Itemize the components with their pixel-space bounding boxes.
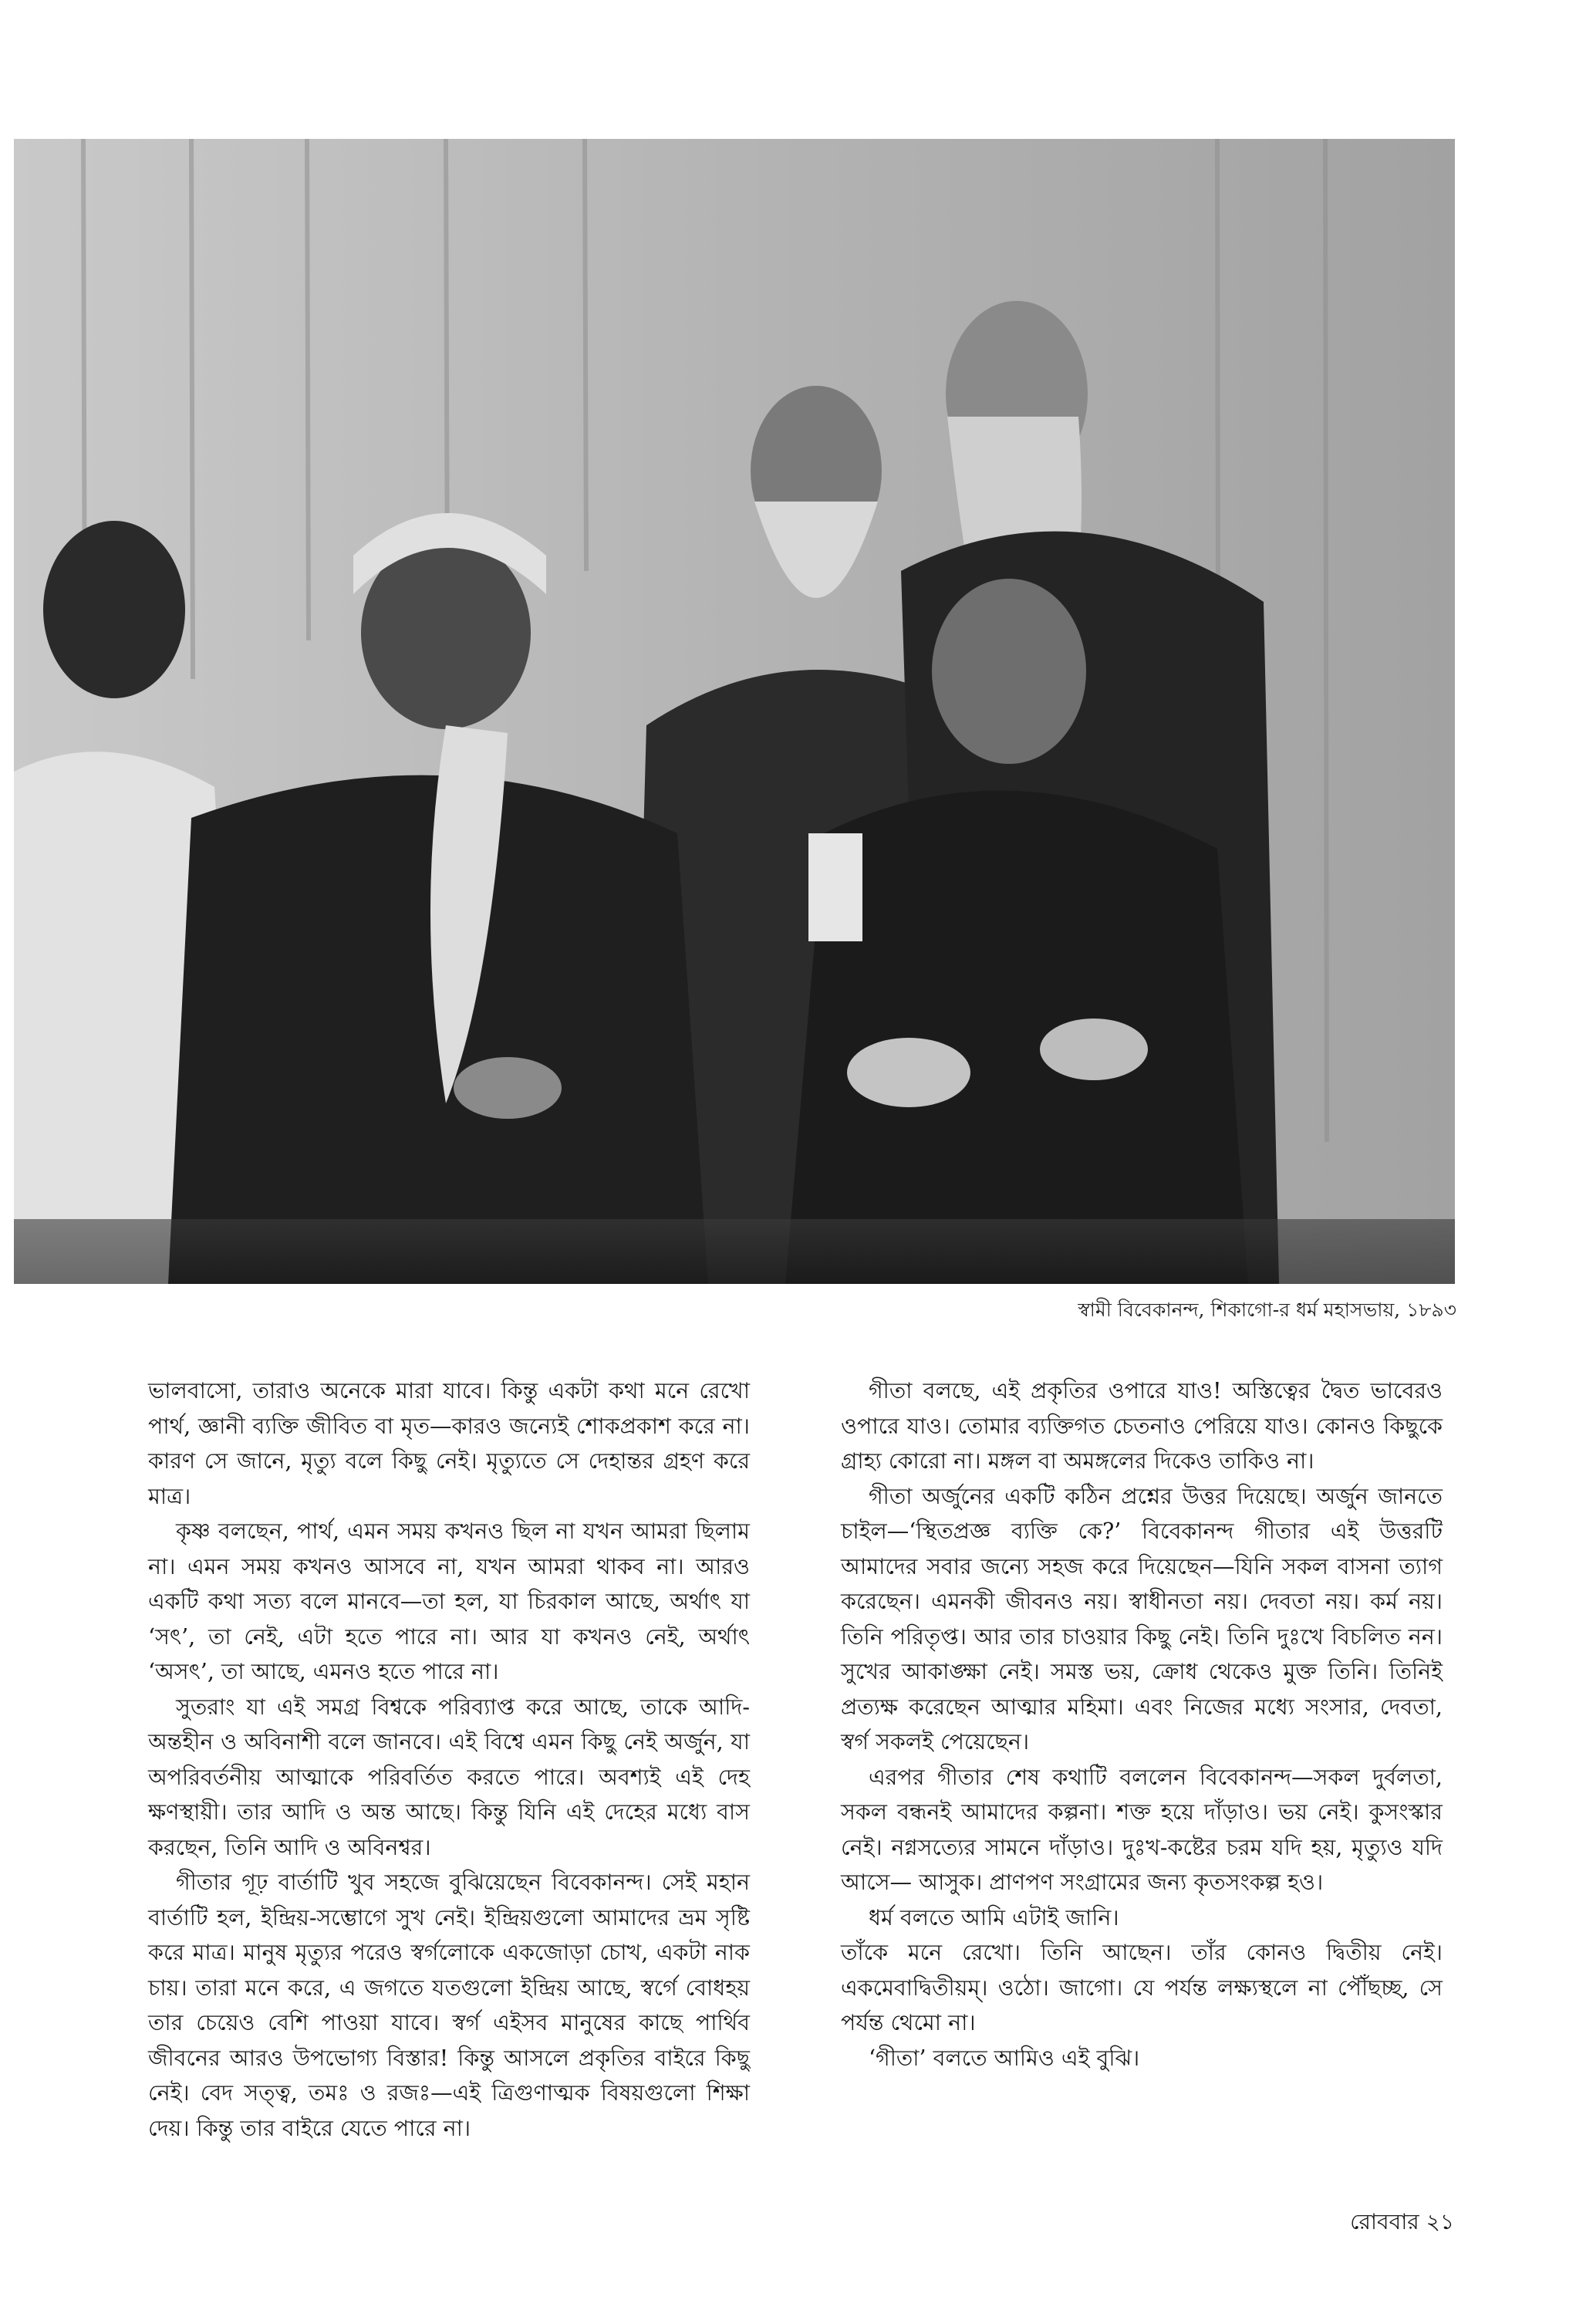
article-column-right — [841, 1373, 1443, 2076]
paragraph: সুতরাং যা এই সমগ্র বিশ্বকে পরিব্যাপ্ত করে আছে, তাকে আদি-অন্তহীন ও অবিনাশী বলে জানবে। এই বিশ্বে এমন কিছু নেই অর্জুন, যা অপরিবর্তনীয় আত্মাকে পরিবর্তিত করতে পারে। অবশ্যই এই দেহ ক্ষণস্থায়ী। তার আদি ও অন্ত আছে। কিন্তু যিনি এই দেহের মধ্যে বাস করছেন, তিনি আদি ও অবিনশ্বর। — [148, 1694, 750, 1860]
paragraph: ‘গীতা’ বলতে আমিও এই বুঝি। — [869, 2045, 1140, 2071]
paragraph: ধর্ম বলতে আমি এটাই জানি। — [869, 1904, 1119, 1930]
group-photograph — [14, 139, 1455, 1284]
paragraph: গীতা অর্জুনের একটি কঠিন প্রশ্নের উত্তর দিয়েছে। অর্জুন জানতে চাইল—‘স্থিতপ্রজ্ঞ ব্যক্তি কে?’ বিবেকানন্দ গীতার এই উত্তরটি আমাদের সবার জন্যে সহজ করে দিয়েছেন—যিনি সকল বাসনা ত্যাগ করেছেন। এমনকী জীবনও নয়। স্বাধীনতা নয়। দেবতা নয়। কর্ম নয়। তিনি পরিতৃপ্ত। আর তার চাওয়ার কিছু নেই। তিনি দুঃখে বিচলিত নন। সুখের আকাঙ্ক্ষা নেই। সমস্ত ভয়, ক্রোধ থেকেও মুক্ত তিনি। তিনিই প্রত্যক্ষ করেছেন আত্মার মহিমা। এবং নিজের মধ্যে সংসার, দেবতা, স্বর্গ সকলই পেয়েছেন। — [841, 1483, 1443, 1755]
paragraph: গীতার গূঢ় বার্তাটি খুব সহজে বুঝিয়েছেন বিবেকানন্দ। সেই মহান বার্তাটি হল, ইন্দ্রিয়-সম্ভোগে সুখ নেই। ইন্দ্রিয়গুলো আমাদের ভ্রম সৃষ্টি করে মাত্র। মানুষ মৃত্যুর পরেও স্বর্গলোকে একজোড়া চোখ, একটা নাক চায়। তারা মনে করে, এ জগতে যতগুলো ইন্দ্রিয় আছে, স্বর্গে বোধহয় তার চেয়েও বেশি পাওয়া যাবে। স্বর্গ এইসব মানুষের কাছে পার্থিব জীবনের আরও উপভোগ্য বিস্তার! কিন্তু আসলে প্রকৃতির বাইরে কিছু নেই। বেদ সত্ত্ব, তমঃ ও রজঃ—এই ত্রিগুণাত্মক বিষয়গুলো শিক্ষা দেয়। কিন্তু তার বাইরে যেতে পারে না। — [148, 1870, 750, 2141]
paragraph: এরপর গীতার শেষ কথাটি বললেন বিবেকানন্দ—সকল দুর্বলতা, সকল বন্ধনই আমাদের কল্পনা। শক্ত হয়ে দাঁড়াও। ভয় নেই। কুসংস্কার নেই। নগ্নসত্যের সামনে দাঁড়াও। দুঃখ-কষ্টের চরম যদি হয়, মৃত্যুও যদি আসে— আসুক। প্রাণপণ সংগ্রামের জন্য কৃতসংকল্প হও। — [841, 1764, 1443, 1895]
paragraph: কৃষ্ণ বলছেন, পার্থ, এমন সময় কখনও ছিল না যখন আমরা ছিলাম না। এমন সময় কখনও আসবে না, যখন আমরা থাকব না। আরও একটি কথা সত্য বলে মানবে—তা হল, যা চিরকাল আছে, অর্থাৎ যা ‘সৎ’, তা নেই, এটা হতে পারে না। আর যা কখনও নেই, অর্থাৎ ‘অসৎ’, তা আছে, এমনও হতে পারে না। — [148, 1518, 750, 1684]
paragraph: গীতা বলছে, এই প্রকৃতির ওপারে যাও! অস্তিত্বের দ্বৈত ভাবেরও ওপারে যাও। তোমার ব্যক্তিগত চেতনাও পেরিয়ে যাও। কোনও কিছুকে গ্রাহ্য কোরো না। মঙ্গল বা অমঙ্গলের দিকেও তাকিও না। — [841, 1378, 1443, 1474]
photo-caption: স্বামী বিবেকানন্দ, শিকাগো-র ধর্ম মহাসভায়, ১৮৯৩ — [1078, 1299, 1456, 1321]
page-folio: রোববার ২১ — [1350, 2209, 1454, 2234]
paragraph: ভালবাসো, তারাও অনেকে মারা যাবে। কিন্তু একটা কথা মনে রেখো পার্থ, জ্ঞানী ব্যক্তি জীবিত বা মৃত—কারও জন্যেই শোকপ্রকাশ করে না। কারণ সে জানে, মৃত্যু বলে কিছু নেই। মৃত্যুতে সে দেহান্তর গ্রহণ করে মাত্র। — [148, 1378, 750, 1509]
photo-illustration — [14, 139, 1455, 1284]
paragraph: তাঁকে মনে রেখো। তিনি আছেন। তাঁর কোনও দ্বিতীয় নেই। একমেবাদ্বিতীয়ম্। ওঠো। জাগো। যে পর্যন্ত লক্ষ্যস্থলে না পৌঁছচ্ছ, সে পর্যন্ত থেমো না। — [841, 1940, 1443, 2035]
article-column-left — [148, 1373, 750, 2146]
